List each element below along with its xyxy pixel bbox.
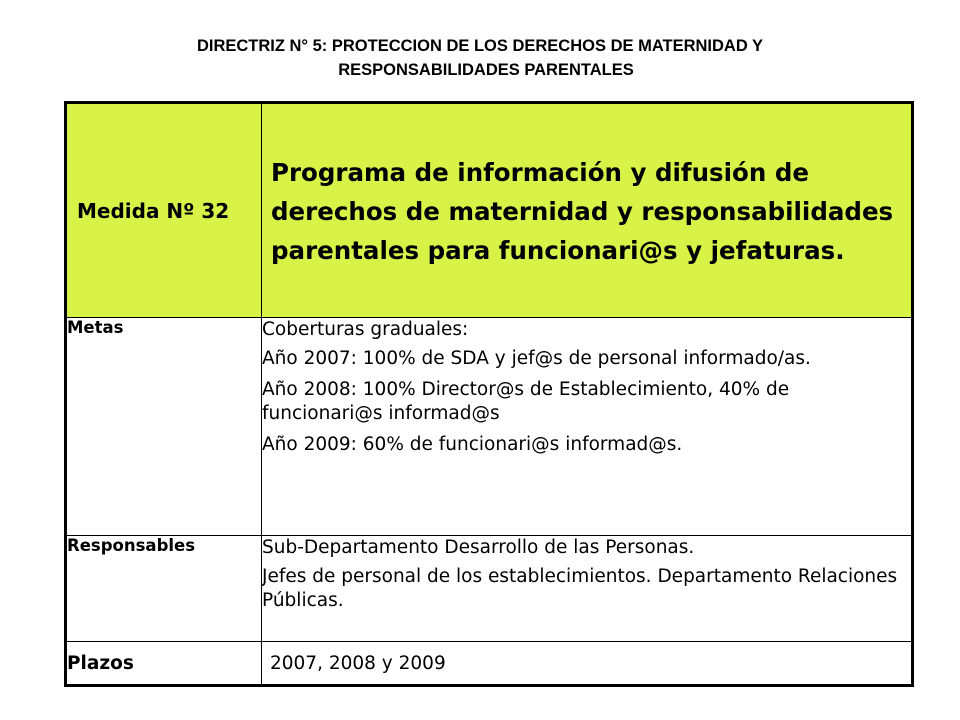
measure-number-label: Medida Nº 32	[66, 103, 262, 318]
metas-line: Coberturas graduales:	[262, 319, 469, 340]
metas-line: Año 2008: 100% Director@s de Establecimiento, 40% de funcionari@s informad@s	[262, 379, 790, 424]
plazos-row	[66, 642, 913, 686]
title-line-1: DIRECTRIZ N° 5: PROTECCION DE LOS DERECHOS DE MATERNIDAD Y	[196, 37, 764, 55]
measure-title: Programa de información y difusión de derechos de maternidad y responsabilidades parentales para funcionari@s y jefaturas.	[262, 103, 913, 318]
plazos-value: 2007, 2008 y 2009	[262, 642, 913, 686]
responsables-line: Jefes de personal de los establecimientos. Departamento Relaciones Públicas.	[262, 566, 898, 611]
page-title	[0, 34, 960, 82]
responsables-label: Responsables	[66, 536, 262, 642]
title-line-2: RESPONSABILIDADES PARENTALES	[338, 61, 634, 79]
plazos-label: Plazos	[66, 642, 262, 686]
responsables-line: Sub-Departamento Desarrollo de las Personas.	[262, 537, 695, 558]
metas-line: Año 2009: 60% de funcionari@s informad@s.	[262, 434, 683, 455]
metas-row	[66, 318, 913, 536]
metas-line: Año 2007: 100% de SDA y jef@s de personal informado/as.	[262, 348, 811, 369]
responsables-content	[262, 536, 913, 642]
metas-content	[262, 318, 913, 536]
metas-label: Metas	[66, 318, 262, 536]
measure-header-row	[66, 103, 913, 318]
responsables-row	[66, 536, 913, 642]
measure-table	[64, 101, 914, 687]
